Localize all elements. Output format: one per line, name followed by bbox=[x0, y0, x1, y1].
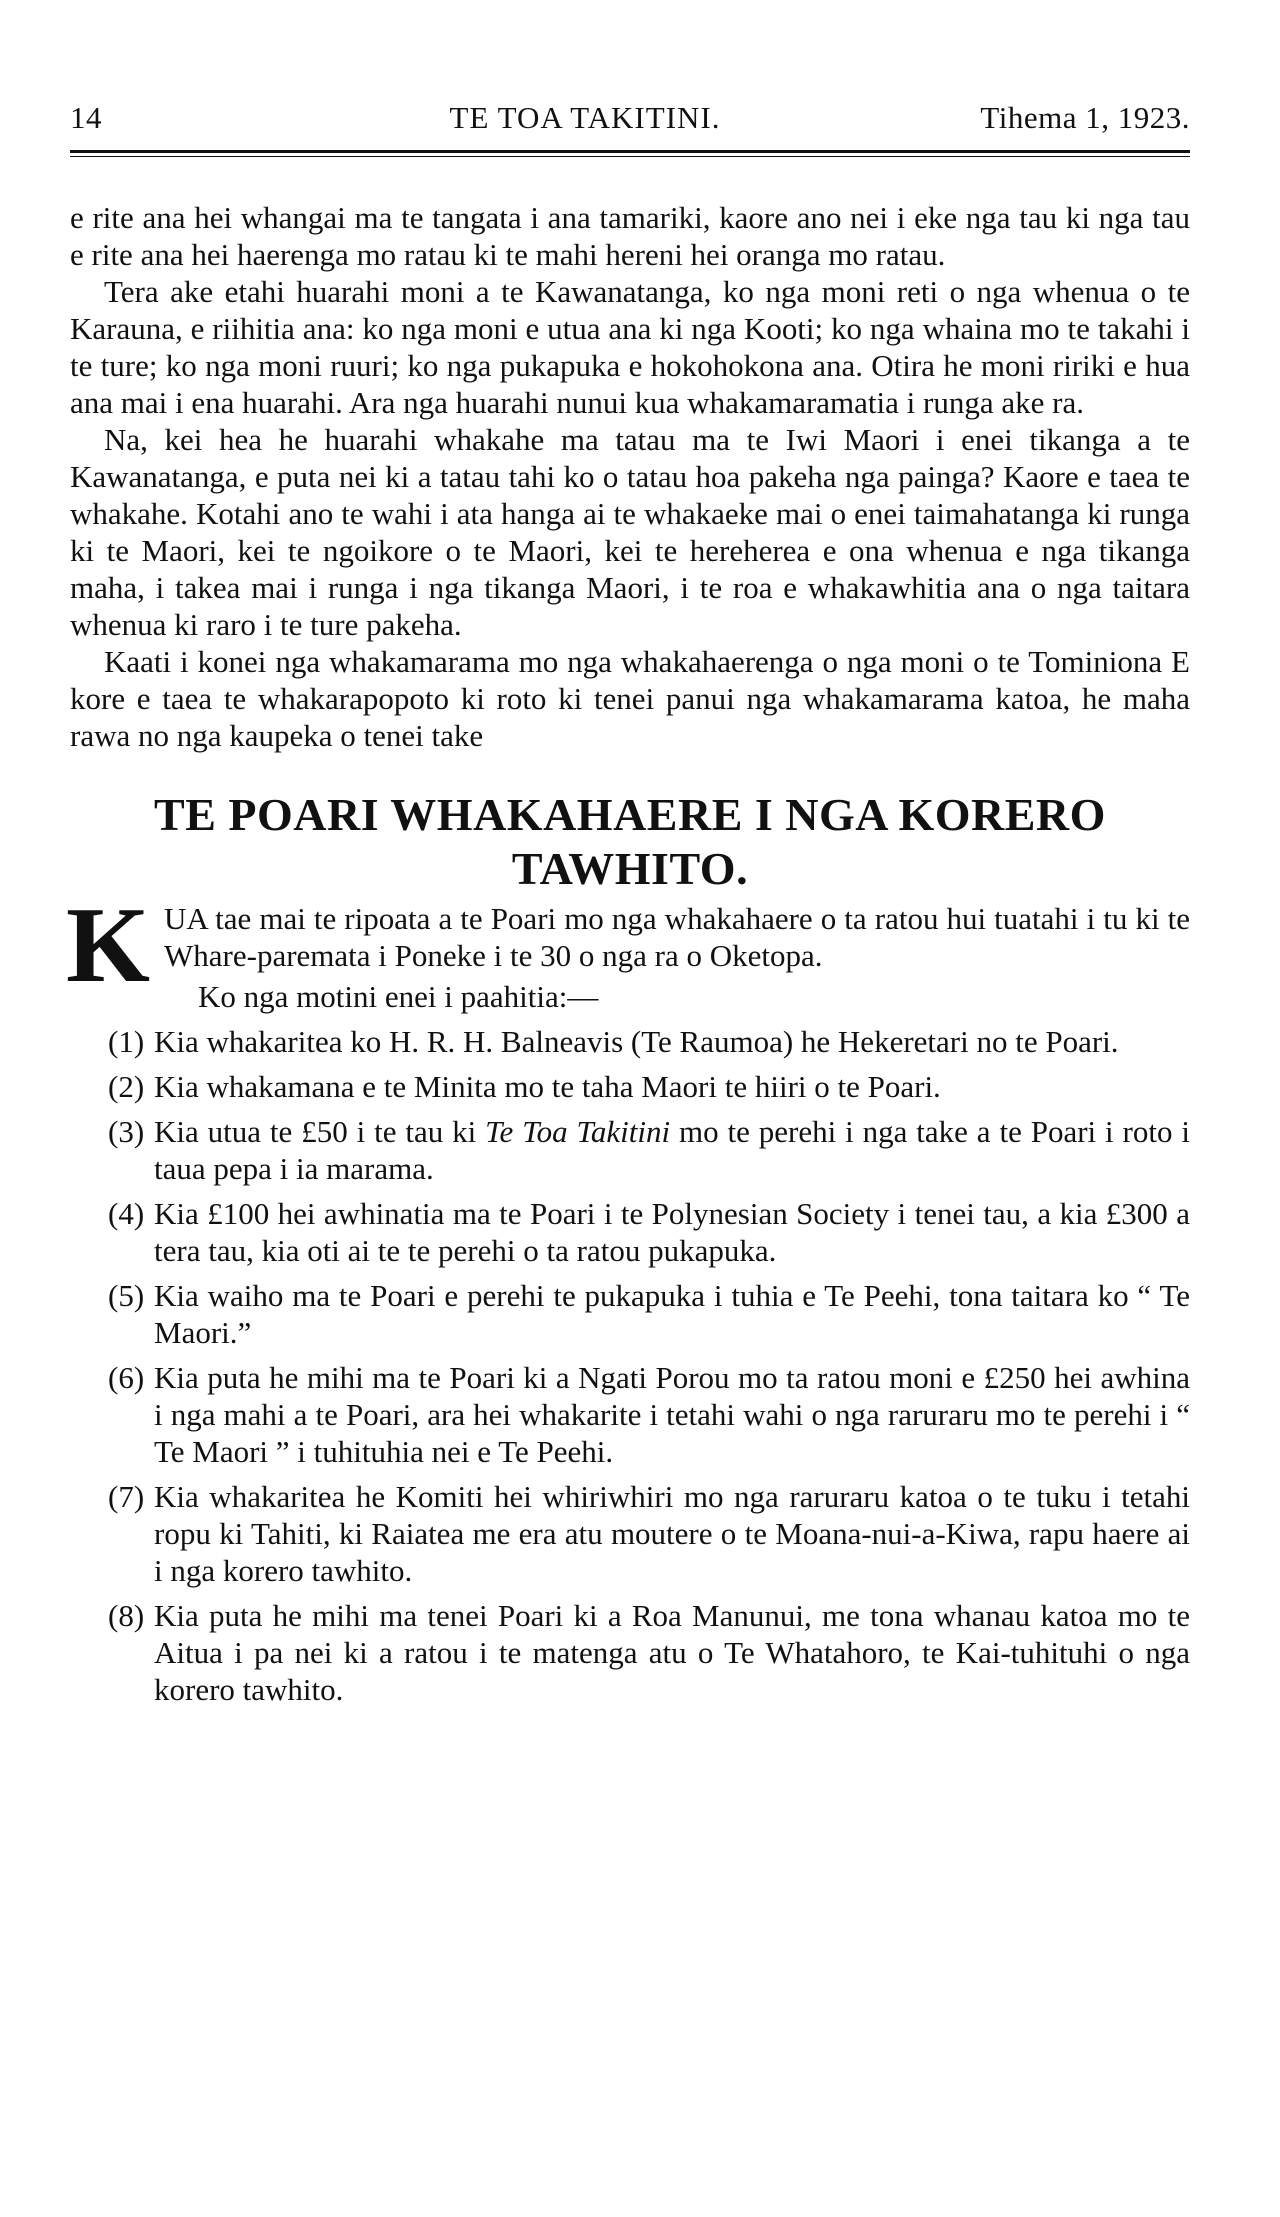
motion-text: Kia waiho ma te Poari e perehi te pukapuka i tuhia e Te Peehi, tona taitara ko “ Te Maori.” bbox=[154, 1278, 1190, 1350]
motion-number: (2) bbox=[108, 1069, 145, 1104]
motion-item bbox=[70, 1195, 1190, 1269]
motions-intro: Ko nga motini enei i paahitia:— bbox=[198, 979, 599, 1014]
issue-date: Tihema 1, 1923. bbox=[980, 100, 1190, 135]
motion-item bbox=[70, 1113, 1190, 1187]
header-rule-thick bbox=[70, 150, 1190, 153]
paragraph: Kaati i konei nga whakamarama mo nga whakahaerenga o nga moni o te Tominiona E kore e taea te whakarapopoto ki roto ki tenei panui nga whakamarama katoa, he maha rawa no nga kaupeka o tenei take bbox=[70, 644, 1190, 753]
article-body bbox=[70, 199, 1190, 754]
motion-item bbox=[70, 1597, 1190, 1708]
motion-text: Kia puta he mihi ma tenei Poari ki a Roa Manunui, me tona whanau katoa mo te Aitua i pa nei ki a ratou i te matenga atu o Te Whatahoro, te Kai-tuhituhi o nga korero tawhito. bbox=[154, 1598, 1190, 1707]
motion-item bbox=[70, 1277, 1190, 1351]
paragraph: Tera ake etahi huarahi moni a te Kawanatanga, ko nga moni reti o nga whenua o te Karauna, e riihitia ana: ko nga moni e utua ana ki nga Kooti; ko nga whaina mo te takahi i te ture; ko nga moni ruuri; ko nga pukapuka e hokohokona ana. Otira he moni ririki e hua ana mai i ena huarahi. Ara nga huarahi nunui kua whakamaramatia i runga ake ra. bbox=[70, 274, 1190, 420]
paragraph: Na, kei hea he huarahi whakahe ma tatau ma te Iwi Maori i enei tikanga a te Kawanatanga, e puta nei ki a tatau tahi ko o tatau hoa pakeha nga painga? Kaore e taea te whakahe. Kotahi ano te wahi i ata hanga ai te whakaeke mai o enei taimahatanga ki runga ki te Maori, kei te ngoikore o te Maori, kei te hereherea e ona whenua e nga tikanga maha, i takea mai i runga i nga tikanga Maori, i te roa e whakawhitia ana o nga taitara whenua ki raro i te ture pakeha. bbox=[70, 422, 1190, 642]
newspaper-name-italic: Te Toa Takitini bbox=[485, 1114, 671, 1149]
newspaper-page bbox=[66, 100, 1191, 1716]
motion-item bbox=[70, 1478, 1190, 1589]
motion-text: Kia £100 hei awhinatia ma te Poari i te Polynesian Society i tenei tau, a kia £300 a tera tau, kia oti ai te te perehi o ta ratou pukapuka. bbox=[154, 1196, 1190, 1268]
motion-text: Kia whakamana e te Minita mo te taha Maori te hiiri o te Poari. bbox=[154, 1069, 941, 1104]
section-intro-text: UA tae mai te ripoata a te Poari mo nga whakahaere o ta ratou hui tuatahi i tu ki te Whare-paremata i Poneke i te 30 o nga ra o Oketopa. bbox=[164, 901, 1190, 973]
motion-text-before: Kia utua te £50 i te tau ki bbox=[154, 1114, 486, 1149]
motion-number: (3) bbox=[108, 1114, 145, 1149]
motion-text-after: mo te perehi i nga take a te Poari i roto i taua pepa i ia marama. bbox=[154, 1114, 1191, 1186]
motion-item bbox=[70, 1068, 1190, 1105]
motion-number: (1) bbox=[108, 1024, 145, 1059]
motion-item bbox=[70, 1359, 1190, 1470]
section-heading: TE POARI WHAKAHAERE I NGA KORERO TAWHITO. bbox=[154, 789, 1106, 894]
running-header bbox=[70, 100, 1190, 144]
motion-item bbox=[70, 1023, 1190, 1060]
motion-text: Kia whakaritea he Komiti hei whiriwhiri mo nga raruraru katoa o te tuku i tetahi ropu ki Tahiti, ki Raiatea me era atu moutere o te Moana-nui-a-Kiwa, rapu haere ai i nga korero tawhito. bbox=[154, 1479, 1190, 1588]
motions-list bbox=[70, 1023, 1190, 1708]
motion-number: (6) bbox=[108, 1360, 145, 1395]
page-number: 14 bbox=[70, 100, 102, 135]
motion-text bbox=[154, 1113, 1190, 1187]
motion-number: (7) bbox=[108, 1479, 145, 1514]
motion-text: Kia puta he mihi ma te Poari ki a Ngati Porou mo ta ratou moni e £250 hei awhina i nga mahi a te Poari, ara hei whakarite i tetahi wahi o nga raruraru mo te perehi i “ Te Maori ” i tuhituhia nei e Te Peehi. bbox=[154, 1360, 1190, 1469]
motion-text: Kia whakaritea ko H. R. H. Balneavis (Te Raumoa) he Hekeretari no te Poari. bbox=[154, 1024, 1119, 1059]
motion-number: (5) bbox=[108, 1278, 145, 1313]
motion-number: (4) bbox=[108, 1196, 145, 1231]
header-rule-thin bbox=[70, 156, 1190, 157]
drop-cap: K bbox=[66, 886, 151, 1005]
motion-number: (8) bbox=[108, 1598, 145, 1633]
publication-title: TE TOA TAKITINI. bbox=[449, 100, 721, 135]
paragraph-continued: e rite ana hei whangai ma te tangata i ana tamariki, kaore ano nei i eke nga tau ki nga tau e rite ana hei haerenga mo ratau ki te mahi hereni hei oranga mo ratau. bbox=[70, 200, 1190, 272]
